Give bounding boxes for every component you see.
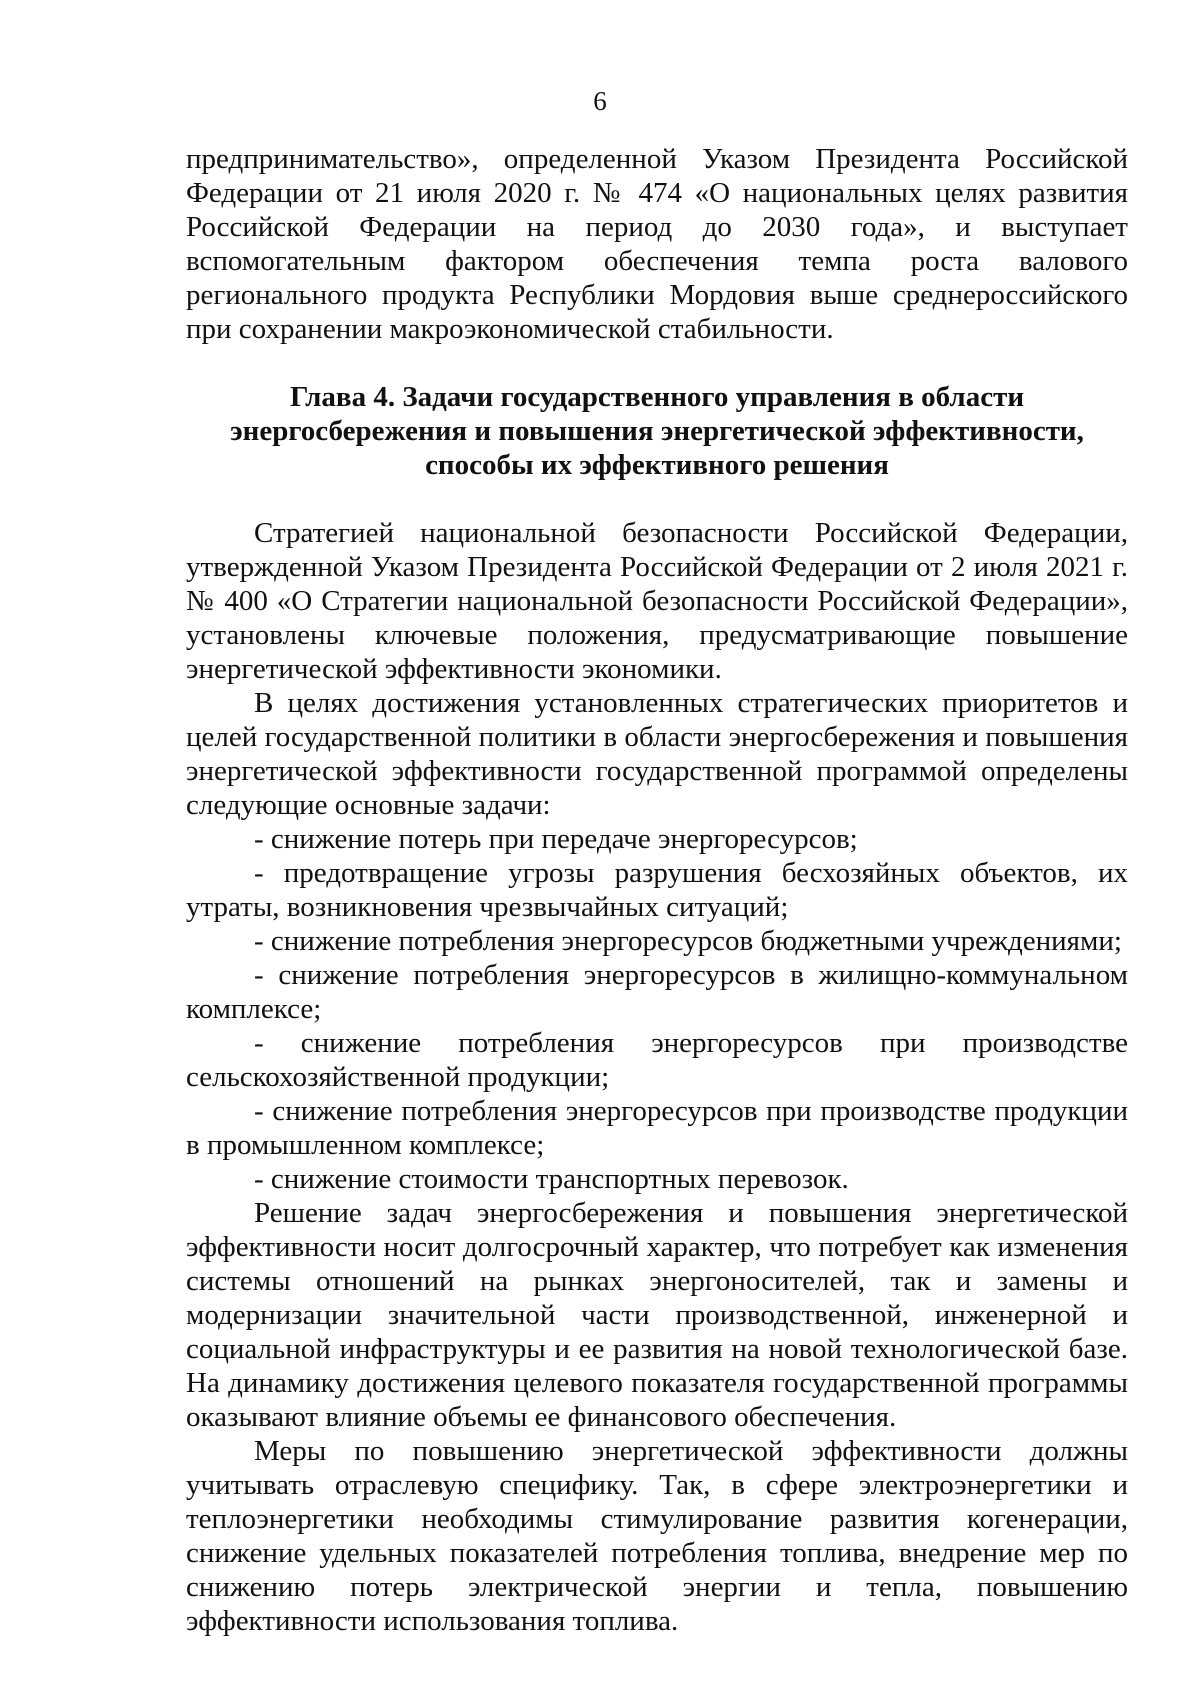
chapter-heading-line-3: способы их эффективного решения [425,449,889,481]
chapter-heading [186,380,1128,482]
page-number: 6 [593,86,607,116]
task-item: - снижение стоимости транспортных перевозок. [254,1163,849,1195]
paragraph-measures: Меры по повышению энергетической эффективности должны учитывать отраслевую специфику. Так, в сфере электроэнергетики и теплоэнергетики необходимы стимулирование развития когенерации, снижение удельных показателей потребления топлива, внедрение мер по снижению потерь электрической энергии и тепла, повышению эффективности использования топлива. [186,1435,1128,1637]
intro-paragraph: предпринимательство», определенной Указом Президента Российской Федерации от 21 июля 2020 г. № 474 «О национальных целях развития Российской Федерации на период до 2030 года», и выступает вспомогательным фактором обеспечения темпа роста валового регионального продукта Республики Мордовия выше среднероссийского при сохранении макроэкономической стабильности. [186,143,1128,345]
chapter-heading-line-2: энергосбережения и повышения энергетической эффективности, [230,415,1084,447]
task-item: - снижение потребления энергоресурсов при производстве продукции в промышленном комплексе; [186,1095,1128,1161]
task-item: - снижение потерь при передаче энергоресурсов; [254,823,858,855]
paragraph-goals: В целях достижения установленных стратегических приоритетов и целей государственной политики в области энергосбережения и повышения энергетической эффективности государственной программой определены следующие основные задачи: [186,687,1128,821]
task-item: - снижение потребления энергоресурсов бюджетными учреждениями; [254,925,1122,957]
task-item: - снижение потребления энергоресурсов при производстве сельскохозяйственной продукции; [186,1027,1128,1093]
chapter-heading-line-1: Глава 4. Задачи государственного управления в области [289,381,1025,413]
task-item: - снижение потребления энергоресурсов в жилищно-коммунальном комплексе; [186,959,1128,1025]
task-item: - предотвращение угрозы разрушения бесхозяйных объектов, их утраты, возникновения чрезвычайных ситуаций; [186,857,1128,923]
paragraph-strategy: Стратегией национальной безопасности Российской Федерации, утвержденной Указом Президента Российской Федерации от 2 июля 2021 г. № 400 «О Стратегии национальной безопасности Российской Федерации», установлены ключевые положения, предусматривающие повышение энергетической эффективности экономики. [186,517,1128,685]
paragraph-solution: Решение задач энергосбережения и повышения энергетической эффективности носит долгосрочный характер, что потребует как изменения системы отношений на рынках энергоносителей, так и замены и модернизации значительной части производственной, инженерной и социальной инфраструктуры и ее развития на новой технологической базе. На динамику достижения целевого показателя государственной программы оказывают влияние объемы ее финансового обеспечения. [186,1197,1128,1433]
document-body [186,142,1128,1638]
